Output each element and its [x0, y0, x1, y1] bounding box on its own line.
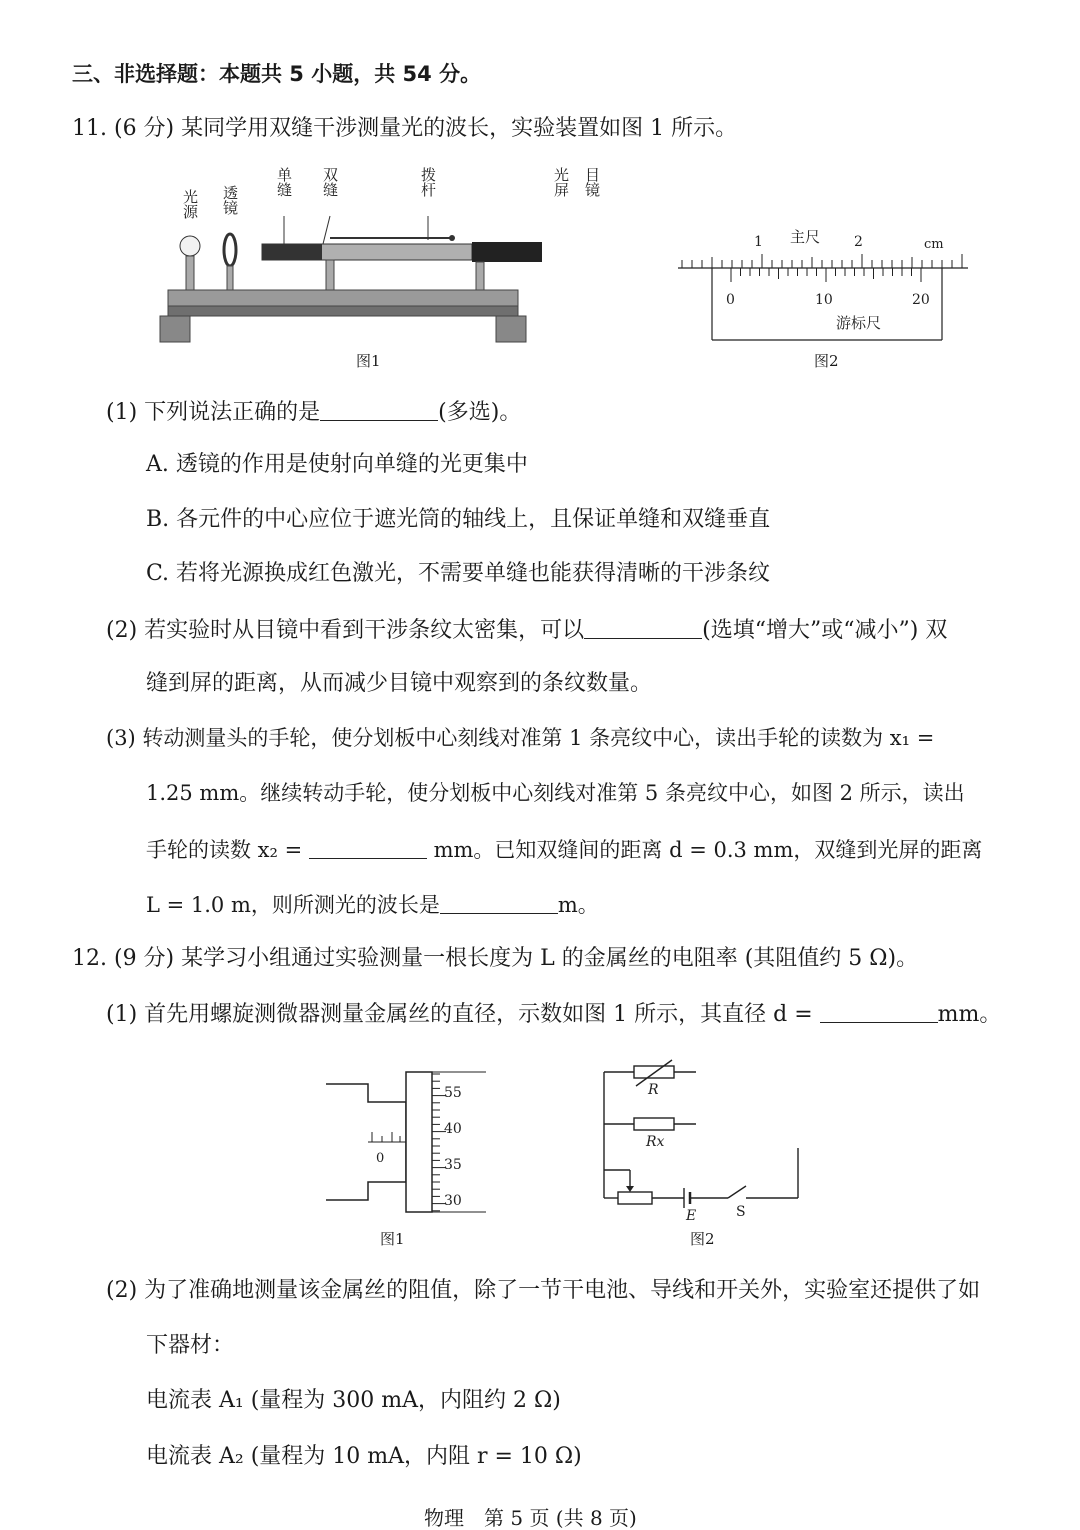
q12-fig1-micrometer: [326, 1062, 496, 1222]
label-Rx: Rx: [646, 1134, 665, 1150]
thimble-35: 35: [444, 1157, 462, 1173]
q11-option-b: B. 各元件的中心应位于遮光筒的轴线上，且保证单缝和双缝垂直: [146, 507, 771, 532]
q12-stem: 12. (9 分) 某学习小组通过实验测量一根长度为 L 的金属丝的电阻率 (其阻值约 5 Ω)。: [72, 946, 919, 971]
q12-p1: (1) 首先用螺旋测微器测量金属丝的直径，示数如图 1 所示，其直径 d = mm。: [106, 1002, 1002, 1027]
thimble-30: 30: [444, 1193, 462, 1209]
label-lens: 透镜: [221, 185, 239, 215]
q11-x2-blank[interactable]: [309, 838, 427, 859]
q11-wavelength-blank[interactable]: [440, 893, 558, 914]
q11-p1-blank[interactable]: [320, 400, 438, 421]
q11-p2-blank[interactable]: [584, 618, 702, 639]
q11-fig2-caption: 图2: [814, 352, 839, 370]
q12-p2-b: 下器材：: [146, 1333, 235, 1358]
q12-fig1-caption: 图1: [380, 1230, 405, 1248]
q11-option-c: C. 若将光源换成红色激光，不需要单缝也能获得清晰的干涉条纹: [146, 561, 771, 586]
q12-d-blank[interactable]: [820, 1002, 938, 1023]
label-E: E: [686, 1208, 697, 1224]
vernier-tick-10: 10: [815, 292, 833, 308]
q11-p1: (1) 下列说法正确的是 (多选)。: [106, 400, 522, 425]
q12-ammeter-a2: 电流表 A₂ (量程为 10 mA，内阻 r = 10 Ω): [146, 1444, 582, 1469]
label-double-slit: 双缝: [321, 167, 339, 197]
q11-p3-c: 手轮的读数 x₂ = mm。已知双缝间的距离 d = 0.3 mm，双缝到光屏的距离: [146, 838, 983, 862]
thimble-40: 40: [444, 1121, 462, 1137]
q12-fig2-caption: 图2: [690, 1230, 715, 1248]
main-tick-2: 2: [854, 234, 863, 250]
q11-p3-d: L = 1.0 m，则所测光的波长是 m。: [146, 893, 599, 917]
label-R: R: [648, 1082, 659, 1098]
label-S: S: [736, 1204, 746, 1220]
q11-fig1-caption: 图1: [356, 352, 381, 370]
q12-fig2-circuit: [596, 1060, 806, 1222]
vernier-tick-20: 20: [912, 292, 930, 308]
vernier-tick-0: 0: [726, 292, 735, 308]
unit-label: cm: [924, 237, 944, 252]
q11-option-a: A. 透镜的作用是使射向单缝的光更集中: [146, 452, 528, 477]
vernier-label: 游标尺: [836, 314, 882, 332]
page-footer: 物理 第 5 页 (共 8 页): [424, 1506, 637, 1530]
label-light-source: 光源: [181, 189, 199, 219]
q11-p3-a: (3) 转动测量头的手轮，使分划板中心刻线对准第 1 条亮纹中心，读出手轮的读数为 x₁ =: [106, 726, 935, 750]
sleeve-zero: 0: [376, 1151, 385, 1166]
label-screen: 光屏: [552, 167, 570, 197]
q11-p2-cont: 缝到屏的距离，从而减少目镜中观察到的条纹数量。: [146, 671, 653, 696]
section-header: 三、非选择题：本题共 5 小题，共 54 分。: [72, 62, 482, 86]
q11-stem: 11. (6 分) 某同学用双缝干涉测量光的波长，实验装置如图 1 所示。: [72, 116, 738, 141]
q11-fig2-vernier: [672, 222, 982, 352]
label-single-slit: 单缝: [275, 167, 293, 197]
label-lever: 拨杆: [419, 167, 437, 197]
thimble-55: 55: [444, 1085, 462, 1101]
main-scale-label: 主尺: [790, 228, 821, 246]
q12-ammeter-a1: 电流表 A₁ (量程为 300 mA，内阻约 2 Ω): [146, 1388, 561, 1413]
q11-fig1-apparatus: [150, 167, 601, 370]
q11-p3-b: 1.25 mm。继续转动手轮，使分划板中心刻线对准第 5 条亮纹中心，如图 2 所示，读出: [146, 781, 965, 805]
q11-p2: (2) 若实验时从目镜中看到干涉条纹太密集，可以 (选填“增大”或“减小”) 双: [106, 618, 948, 643]
label-eyepiece: 目镜: [583, 167, 601, 197]
q12-p2-a: (2) 为了准确地测量该金属丝的阻值，除了一节干电池、导线和开关外，实验室还提供了如: [106, 1278, 981, 1303]
main-tick-1: 1: [754, 234, 763, 250]
